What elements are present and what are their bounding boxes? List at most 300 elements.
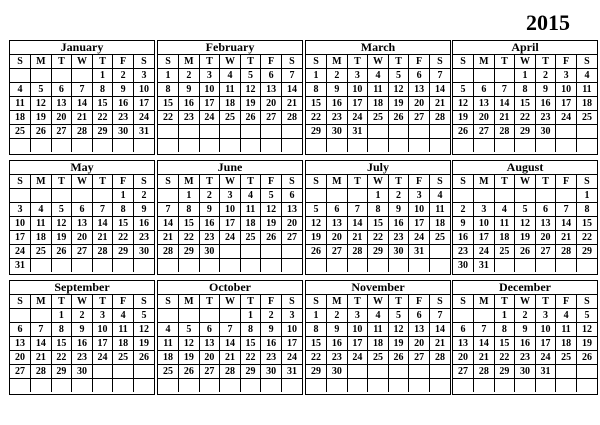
weekday-label: F (556, 55, 577, 69)
weekday-label: F (409, 175, 430, 189)
week-row (453, 259, 597, 273)
day-cell: 13 (474, 97, 495, 111)
day-cell: 26 (261, 231, 282, 245)
week-row (10, 111, 154, 125)
day-cell: 15 (515, 97, 536, 111)
day-cell: 2 (179, 69, 200, 83)
day-cell: 5 (388, 309, 409, 323)
day-cell: 13 (72, 217, 93, 231)
weekday-label: W (515, 295, 536, 309)
day-cell: 29 (51, 365, 72, 379)
day-cell (474, 139, 495, 153)
day-cell: 20 (51, 111, 72, 125)
day-cell: 27 (535, 245, 556, 259)
day-cell: 19 (261, 217, 282, 231)
day-cell: 28 (220, 365, 241, 379)
day-cell: 9 (327, 323, 348, 337)
day-cell: 28 (158, 245, 179, 259)
day-cell: 25 (556, 351, 577, 365)
day-cell: 8 (158, 83, 179, 97)
weekday-label: W (72, 175, 93, 189)
week-row (10, 69, 154, 83)
week-row (158, 337, 302, 351)
weekday-label: W (220, 55, 241, 69)
day-cell (179, 259, 200, 273)
month-day-table (306, 174, 450, 272)
day-cell: 31 (474, 259, 495, 273)
day-cell: 26 (576, 351, 597, 365)
day-cell: 29 (306, 365, 327, 379)
day-cell: 19 (388, 97, 409, 111)
day-cell: 13 (453, 337, 474, 351)
day-cell: 10 (409, 203, 430, 217)
day-cell: 5 (51, 203, 72, 217)
day-cell: 9 (535, 83, 556, 97)
day-cell: 22 (113, 231, 134, 245)
day-cell (576, 259, 597, 273)
day-cell: 15 (51, 337, 72, 351)
day-cell: 12 (51, 217, 72, 231)
day-cell: 5 (453, 83, 474, 97)
day-cell: 12 (261, 203, 282, 217)
day-cell (368, 139, 389, 153)
day-cell (220, 125, 241, 139)
day-cell: 10 (347, 83, 368, 97)
day-cell: 13 (281, 203, 302, 217)
weekday-label: T (494, 175, 515, 189)
day-cell: 8 (113, 203, 134, 217)
day-cell: 25 (494, 245, 515, 259)
day-cell: 11 (31, 217, 52, 231)
day-cell: 5 (515, 203, 536, 217)
month-april (452, 40, 598, 155)
day-cell: 22 (576, 231, 597, 245)
day-cell: 7 (494, 83, 515, 97)
week-row (306, 111, 450, 125)
weekday-header-row (158, 295, 302, 309)
day-cell: 3 (347, 309, 368, 323)
day-cell: 9 (199, 203, 220, 217)
day-cell: 13 (51, 97, 72, 111)
day-cell: 30 (327, 125, 348, 139)
day-cell: 20 (474, 111, 495, 125)
day-cell: 16 (388, 217, 409, 231)
day-cell (72, 189, 93, 203)
day-cell: 26 (31, 125, 52, 139)
day-cell: 29 (240, 365, 261, 379)
week-row (306, 203, 450, 217)
day-cell: 5 (306, 203, 327, 217)
week-row (10, 379, 154, 393)
day-cell: 23 (327, 111, 348, 125)
day-cell: 22 (368, 231, 389, 245)
day-cell: 21 (494, 111, 515, 125)
day-cell: 29 (113, 245, 134, 259)
day-cell (281, 245, 302, 259)
day-cell (327, 259, 348, 273)
day-cell (494, 69, 515, 83)
week-row (158, 309, 302, 323)
day-cell: 17 (474, 231, 495, 245)
week-row (158, 139, 302, 153)
weekday-label: M (31, 55, 52, 69)
day-cell: 8 (368, 203, 389, 217)
weekday-label: F (409, 295, 430, 309)
day-cell (31, 69, 52, 83)
day-cell: 14 (220, 337, 241, 351)
day-cell (240, 125, 261, 139)
week-row (158, 203, 302, 217)
day-cell: 23 (388, 231, 409, 245)
day-cell: 13 (327, 217, 348, 231)
week-row (453, 231, 597, 245)
day-cell (51, 139, 72, 153)
day-cell: 20 (199, 351, 220, 365)
week-row (306, 309, 450, 323)
day-cell: 21 (31, 351, 52, 365)
day-cell: 9 (72, 323, 93, 337)
day-cell: 27 (453, 365, 474, 379)
day-cell: 2 (453, 203, 474, 217)
day-cell (179, 379, 200, 393)
month-february (157, 40, 303, 155)
day-cell (368, 379, 389, 393)
day-cell: 29 (306, 125, 327, 139)
day-cell (199, 259, 220, 273)
day-cell: 18 (10, 111, 31, 125)
day-cell (133, 139, 154, 153)
day-cell (220, 379, 241, 393)
day-cell: 31 (133, 125, 154, 139)
day-cell: 29 (494, 365, 515, 379)
day-cell: 1 (158, 69, 179, 83)
day-cell (409, 365, 430, 379)
day-cell: 4 (31, 203, 52, 217)
day-cell: 30 (133, 245, 154, 259)
day-cell: 8 (240, 323, 261, 337)
weekday-label: T (92, 175, 113, 189)
day-cell: 13 (535, 217, 556, 231)
day-cell: 1 (92, 69, 113, 83)
day-cell: 17 (220, 217, 241, 231)
day-cell: 28 (31, 365, 52, 379)
day-cell: 23 (453, 245, 474, 259)
weekday-label: T (535, 175, 556, 189)
day-cell: 11 (368, 323, 389, 337)
day-cell: 31 (347, 125, 368, 139)
day-cell: 1 (306, 309, 327, 323)
day-cell: 12 (31, 97, 52, 111)
day-cell: 15 (179, 217, 200, 231)
day-cell (556, 379, 577, 393)
month-name: January (60, 40, 104, 54)
day-cell (31, 259, 52, 273)
weekday-label: W (368, 175, 389, 189)
day-cell (31, 379, 52, 393)
day-cell: 9 (515, 323, 536, 337)
day-cell: 23 (199, 231, 220, 245)
weekday-label: W (72, 55, 93, 69)
weekday-label: T (199, 175, 220, 189)
day-cell: 6 (10, 323, 31, 337)
day-cell: 8 (494, 323, 515, 337)
week-row (306, 125, 450, 139)
day-cell: 18 (240, 217, 261, 231)
day-cell: 5 (179, 323, 200, 337)
day-cell: 1 (494, 309, 515, 323)
day-cell: 17 (347, 337, 368, 351)
week-row (158, 259, 302, 273)
day-cell: 14 (31, 337, 52, 351)
day-cell (261, 125, 282, 139)
day-cell: 9 (113, 83, 134, 97)
day-cell: 18 (31, 231, 52, 245)
day-cell (158, 139, 179, 153)
day-cell: 30 (535, 125, 556, 139)
day-cell (368, 125, 389, 139)
day-cell: 16 (199, 217, 220, 231)
weekday-label: M (327, 55, 348, 69)
day-cell: 16 (133, 217, 154, 231)
week-row (10, 323, 154, 337)
day-cell: 30 (515, 365, 536, 379)
month-day-table (10, 54, 154, 152)
month-august (452, 160, 598, 275)
weekday-label: T (51, 295, 72, 309)
day-cell: 22 (240, 351, 261, 365)
day-cell (220, 139, 241, 153)
day-cell: 27 (281, 231, 302, 245)
day-cell: 11 (556, 323, 577, 337)
day-cell: 5 (31, 83, 52, 97)
day-cell: 3 (474, 203, 495, 217)
day-cell: 2 (199, 189, 220, 203)
weekday-header-row (10, 295, 154, 309)
day-cell (10, 69, 31, 83)
day-cell: 14 (281, 83, 302, 97)
weekday-label: S (133, 175, 154, 189)
day-cell: 8 (51, 323, 72, 337)
day-cell: 18 (368, 337, 389, 351)
day-cell: 12 (388, 323, 409, 337)
weekday-label: F (556, 175, 577, 189)
day-cell: 16 (261, 337, 282, 351)
week-row (158, 323, 302, 337)
day-cell: 25 (240, 231, 261, 245)
month-day-table (10, 174, 154, 272)
day-cell: 19 (388, 337, 409, 351)
weekday-label: S (576, 175, 597, 189)
weekday-label: F (261, 295, 282, 309)
day-cell (51, 379, 72, 393)
day-cell: 4 (240, 189, 261, 203)
day-cell (535, 189, 556, 203)
day-cell: 6 (535, 203, 556, 217)
day-cell (474, 309, 495, 323)
day-cell: 20 (72, 231, 93, 245)
week-row (306, 365, 450, 379)
weekday-label: T (388, 55, 409, 69)
day-cell: 15 (368, 217, 389, 231)
day-cell (281, 125, 302, 139)
day-cell: 23 (72, 351, 93, 365)
month-january (9, 40, 155, 155)
day-cell (306, 259, 327, 273)
day-cell: 2 (327, 309, 348, 323)
day-cell: 2 (133, 189, 154, 203)
weekday-label: M (474, 55, 495, 69)
day-cell: 24 (409, 231, 430, 245)
day-cell: 4 (576, 69, 597, 83)
day-cell: 1 (576, 189, 597, 203)
day-cell (515, 379, 536, 393)
day-cell: 20 (409, 97, 430, 111)
day-cell: 19 (576, 337, 597, 351)
day-cell: 17 (10, 231, 31, 245)
day-cell: 27 (261, 111, 282, 125)
weekday-label: S (133, 55, 154, 69)
weekday-header-row (10, 55, 154, 69)
day-cell (72, 139, 93, 153)
day-cell (327, 379, 348, 393)
weekday-label: T (240, 175, 261, 189)
day-cell (494, 139, 515, 153)
day-cell: 1 (51, 309, 72, 323)
day-cell (515, 259, 536, 273)
day-cell: 5 (240, 69, 261, 83)
day-cell: 25 (113, 351, 134, 365)
day-cell (51, 189, 72, 203)
month-name: May (70, 160, 94, 174)
day-cell: 26 (179, 365, 200, 379)
day-cell: 27 (51, 125, 72, 139)
day-cell: 15 (306, 337, 327, 351)
day-cell: 28 (494, 125, 515, 139)
week-row (10, 217, 154, 231)
week-row (453, 245, 597, 259)
day-cell: 6 (281, 189, 302, 203)
day-cell (261, 245, 282, 259)
day-cell: 20 (327, 231, 348, 245)
day-cell: 17 (92, 337, 113, 351)
weekday-label: T (199, 55, 220, 69)
day-cell: 4 (113, 309, 134, 323)
month-name: April (511, 40, 539, 54)
day-cell (576, 365, 597, 379)
weekday-label: S (306, 295, 327, 309)
day-cell: 1 (113, 189, 134, 203)
week-row (10, 97, 154, 111)
day-cell: 9 (133, 203, 154, 217)
day-cell: 25 (31, 245, 52, 259)
day-cell (113, 139, 134, 153)
day-cell (31, 309, 52, 323)
day-cell: 17 (281, 337, 302, 351)
weekday-label: F (113, 295, 134, 309)
weekday-label: T (347, 55, 368, 69)
day-cell: 2 (72, 309, 93, 323)
day-cell (474, 379, 495, 393)
day-cell: 10 (556, 83, 577, 97)
day-cell (453, 139, 474, 153)
day-cell: 23 (113, 111, 134, 125)
day-cell: 10 (535, 323, 556, 337)
day-cell: 14 (429, 323, 450, 337)
day-cell: 17 (347, 97, 368, 111)
day-cell (113, 259, 134, 273)
day-cell: 29 (576, 245, 597, 259)
weekday-label: W (220, 295, 241, 309)
day-cell (429, 245, 450, 259)
day-cell (347, 139, 368, 153)
month-september (9, 280, 155, 395)
day-cell (179, 309, 200, 323)
day-cell: 19 (515, 231, 536, 245)
day-cell: 24 (281, 351, 302, 365)
day-cell: 26 (515, 245, 536, 259)
day-cell: 4 (220, 69, 241, 83)
day-cell (409, 259, 430, 273)
day-cell (51, 69, 72, 83)
week-row (453, 365, 597, 379)
week-row (158, 351, 302, 365)
day-cell: 26 (306, 245, 327, 259)
weekday-label: S (453, 175, 474, 189)
year-title: 2015 (526, 10, 570, 35)
weekday-label: S (281, 55, 302, 69)
day-cell: 31 (535, 365, 556, 379)
weekday-header-row (158, 175, 302, 189)
day-cell: 4 (368, 69, 389, 83)
day-cell (199, 309, 220, 323)
month-day-table (10, 294, 154, 392)
month-day-table (453, 174, 597, 272)
week-row (158, 97, 302, 111)
weekday-label: S (429, 55, 450, 69)
day-cell: 8 (92, 83, 113, 97)
day-cell: 16 (453, 231, 474, 245)
day-cell: 16 (113, 97, 134, 111)
week-row (306, 97, 450, 111)
day-cell (556, 139, 577, 153)
week-row (453, 189, 597, 203)
day-cell: 22 (179, 231, 200, 245)
day-cell: 17 (556, 97, 577, 111)
day-cell: 25 (429, 231, 450, 245)
day-cell (199, 379, 220, 393)
weekday-label: W (515, 55, 536, 69)
weekday-label: S (281, 175, 302, 189)
day-cell: 9 (327, 83, 348, 97)
day-cell: 7 (429, 309, 450, 323)
day-cell (368, 365, 389, 379)
weekday-label: M (179, 55, 200, 69)
day-cell: 12 (576, 323, 597, 337)
day-cell (388, 259, 409, 273)
day-cell (281, 259, 302, 273)
weekday-label: S (10, 55, 31, 69)
day-cell: 8 (179, 203, 200, 217)
day-cell: 24 (220, 231, 241, 245)
day-cell (10, 379, 31, 393)
week-row (453, 351, 597, 365)
day-cell: 21 (281, 97, 302, 111)
weekday-label: T (51, 175, 72, 189)
day-cell (494, 259, 515, 273)
day-cell: 12 (179, 337, 200, 351)
day-cell: 10 (199, 83, 220, 97)
day-cell (220, 259, 241, 273)
